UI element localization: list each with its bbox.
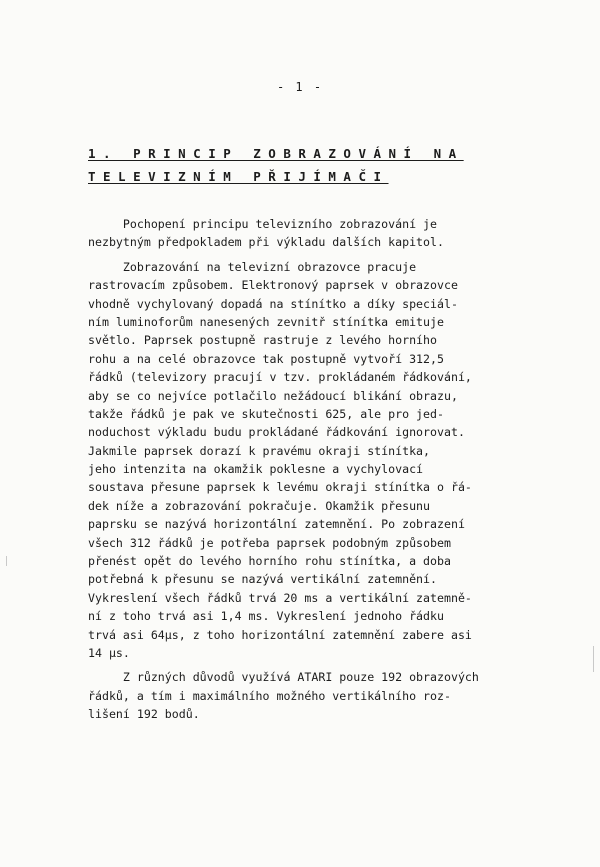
scan-mark xyxy=(593,646,594,672)
text-line: lišení 192 bodů. xyxy=(88,707,200,722)
text-line: ní z toho trvá asi 1,4 ms. Vykreslení jednoho řádku xyxy=(88,609,444,624)
page-number: - 1 - xyxy=(276,80,324,94)
text-line: jeho intenzita na okamžik poklesne a vychylovací xyxy=(88,462,424,477)
body-text xyxy=(88,215,528,724)
text-line: takže řádků je pak ve skutečnosti 625, ale pro jed- xyxy=(88,406,444,421)
text-line: Vykreslení všech řádků trvá 20 ms a vertikální zatemně- xyxy=(88,590,472,605)
chapter-heading-line-2: TELEVIZNÍM PŘIJÍMAČI xyxy=(88,169,389,184)
text-line: trvá asi 64µs, z toho horizontální zatemnění zabere asi xyxy=(88,627,472,642)
text-line: řádků, a tím i maximálního možného vertikálního roz- xyxy=(88,688,451,703)
text-line: Zobrazování na televizní obrazovce pracuje xyxy=(88,259,417,274)
paragraph-1 xyxy=(88,215,528,252)
text-line: aby se co nejvíce potlačilo nežádoucí blikání obrazu, xyxy=(88,388,458,403)
text-line: nezbytným předpokladem při výkladu dalších kapitol. xyxy=(88,235,444,250)
paragraph-2 xyxy=(88,258,528,663)
text-line: soustava přesune paprsek k levému okraji stínítka o řá- xyxy=(88,480,472,495)
text-line: Z různých důvodů využívá ATARI pouze 192 obrazových xyxy=(88,670,479,685)
text-line: dek níže a zobrazování pokračuje. Okamžik přesunu xyxy=(88,498,431,513)
text-line: Jakmile paprsek dorazí k pravému okraji stínítka, xyxy=(88,443,431,458)
text-line: 14 µs. xyxy=(88,645,130,660)
text-line: rohu a na celé obrazovce tak postupně vytvoří 312,5 xyxy=(88,351,444,366)
paragraph-3 xyxy=(88,668,528,723)
text-line: rastrovacím způsobem. Elektronový paprsek v obrazovce xyxy=(88,278,458,293)
text-line: všech 312 řádků je potřeba paprsek podobným způsobem xyxy=(88,535,451,550)
text-line: přenést opět do levého horního rohu stínítka, a doba xyxy=(88,554,451,569)
scan-mark xyxy=(6,556,7,566)
text-line: noduchost výkladu budu prokládané řádkování ignorovat. xyxy=(88,425,465,440)
text-line: řádků (televizory pracují v tzv. prokládaném řádkování, xyxy=(88,370,472,385)
text-line: Pochopení principu televizního zobrazování je xyxy=(88,217,438,231)
text-line: potřebná k přesunu se nazývá vertikální zatemnění. xyxy=(88,572,438,587)
text-line: vhodně vychylovaný dopadá na stínítko a díky speciál- xyxy=(88,296,458,311)
text-line: ním luminoforům nanesených zevnitř stínítka emituje xyxy=(88,314,444,329)
text-line: světlo. Paprsek postupně rastruje z levého horního xyxy=(88,333,438,348)
chapter-heading-line-1: 1. PRINCIP ZOBRAZOVÁNÍ NA xyxy=(88,146,464,161)
text-line: paprsku se nazývá horizontální zatemnění. Po zobrazení xyxy=(88,517,465,532)
